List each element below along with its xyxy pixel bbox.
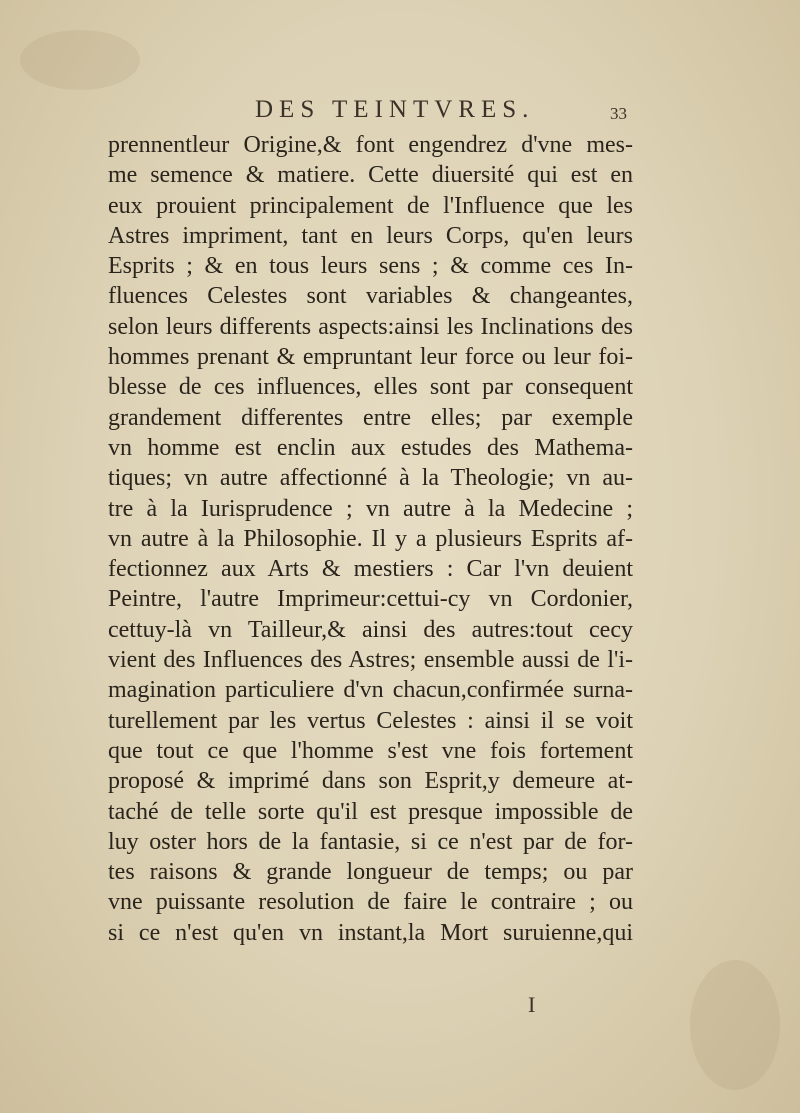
text-line: blesse de ces influences, elles sont par consequent xyxy=(108,374,633,401)
text-line: luy oster hors de la fantasie, si ce n'est par de for- xyxy=(108,828,633,855)
text-line: selon leurs differents aspects:ainsi les Inclinations des xyxy=(108,313,633,340)
text-line: vne puissante resolution de faire le contraire ; ou xyxy=(108,889,633,916)
text-line: grandement differentes entre elles; par exemple xyxy=(108,404,633,431)
text-line: fectionnez aux Arts & mestiers : Car l'vn deuient xyxy=(108,556,633,583)
text-line: cettuy-là vn Tailleur,& ainsi des autres:tout cecy xyxy=(108,616,633,643)
text-line: tiques; vn autre affectionné à la Theologie; vn au- xyxy=(108,465,633,492)
text-line: vn autre à la Philosophie. Il y a plusieurs Esprits af- xyxy=(108,525,633,552)
text-line: si ce n'est qu'en vn instant,la Mort suruienne,qui xyxy=(108,919,633,946)
paper-stain xyxy=(690,960,780,1090)
text-line: prennentleur Origine,& font engendrez d'vne mes- xyxy=(108,132,633,158)
text-line: fluences Celestes sont variables & changeantes, xyxy=(108,283,633,310)
text-line: vn homme est enclin aux estudes des Mathema- xyxy=(108,434,633,461)
signature-mark: I xyxy=(528,992,536,1017)
text-line: Astres impriment, tant en leurs Corps, qu'en leurs xyxy=(108,222,633,249)
text-line: taché de telle sorte qu'il est presque impossible de xyxy=(108,798,633,825)
text-line: eux prouient principalement de l'Influence que les xyxy=(108,192,633,219)
text-line: hommes prenant & empruntant leur force ou leur foi- xyxy=(108,344,633,371)
text-line: proposé & imprimé dans son Esprit,y demeure at- xyxy=(108,768,633,795)
text-line: magination particuliere d'vn chacun,confirmée surna- xyxy=(108,677,633,704)
text-line: Esprits ; & en tous leurs sens ; & comme ces In- xyxy=(108,253,633,280)
paper-stain xyxy=(20,30,140,90)
text-line: tes raisons & grande longueur de temps; ou par xyxy=(108,859,633,886)
page-number: 33 xyxy=(610,104,627,123)
text-line: turellement par les vertus Celestes : ainsi il se voit xyxy=(108,707,633,734)
running-head xyxy=(0,96,800,126)
body-text xyxy=(108,130,633,948)
text-line: vient des Influences des Astres; ensemble aussi de l'i- xyxy=(108,647,633,674)
text-line: me semence & matiere. Cette diuersité qui est en xyxy=(108,162,633,189)
running-head-title: DES TEINTVRES. xyxy=(255,96,535,123)
text-line: tre à la Iurisprudence ; vn autre à la Medecine ; xyxy=(108,495,633,522)
text-line: Peintre, l'autre Imprimeur:cettui-cy vn Cordonier, xyxy=(108,586,633,613)
text-line: que tout ce que l'homme s'est vne fois fortement xyxy=(108,737,633,764)
